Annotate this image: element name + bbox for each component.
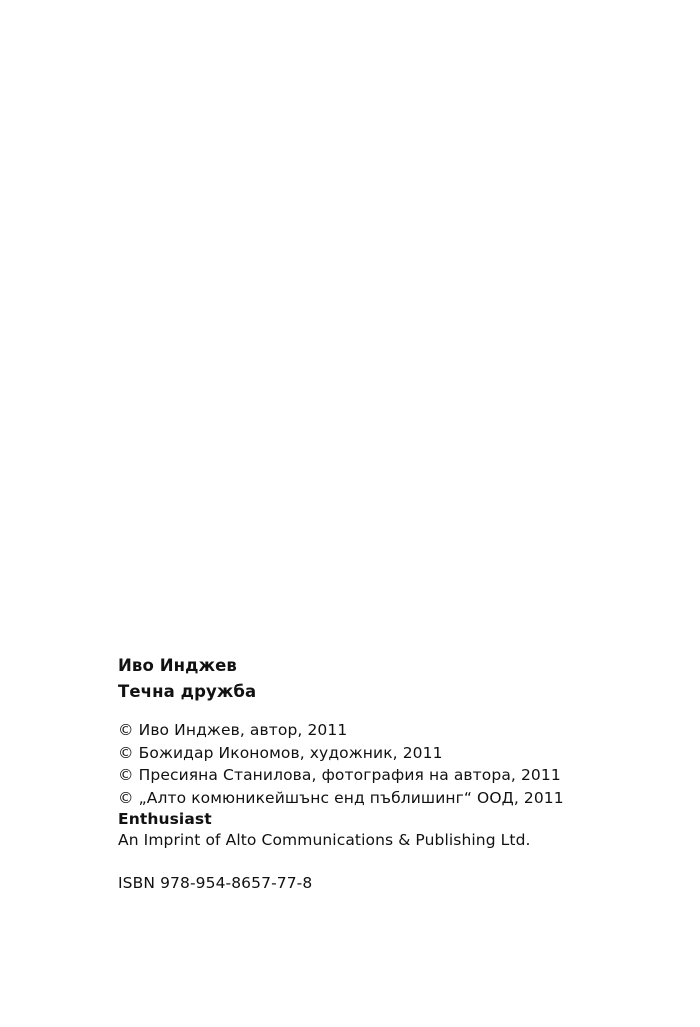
- book-author: Иво Инджев: [118, 656, 237, 675]
- imprint-description: An Imprint of Alto Communications & Publishing Ltd.: [118, 831, 531, 849]
- copyright-line-photographer: © Пресияна Станилова, фотография на автора, 2011: [118, 766, 561, 784]
- copyright-line-author: © Иво Инджев, автор, 2011: [118, 721, 348, 739]
- copyright-line-artist: © Божидар Икономов, художник, 2011: [118, 743, 443, 762]
- imprint-name: Enthusiast: [118, 810, 212, 828]
- colophon-block: [118, 655, 678, 894]
- book-title: Течна дружба: [118, 682, 257, 701]
- isbn: ISBN 978-954-8657-77-8: [118, 874, 313, 892]
- copyright-line-publisher: © „Алто комюникейшънс енд пъблишинг“ ООД, 2011: [118, 788, 564, 807]
